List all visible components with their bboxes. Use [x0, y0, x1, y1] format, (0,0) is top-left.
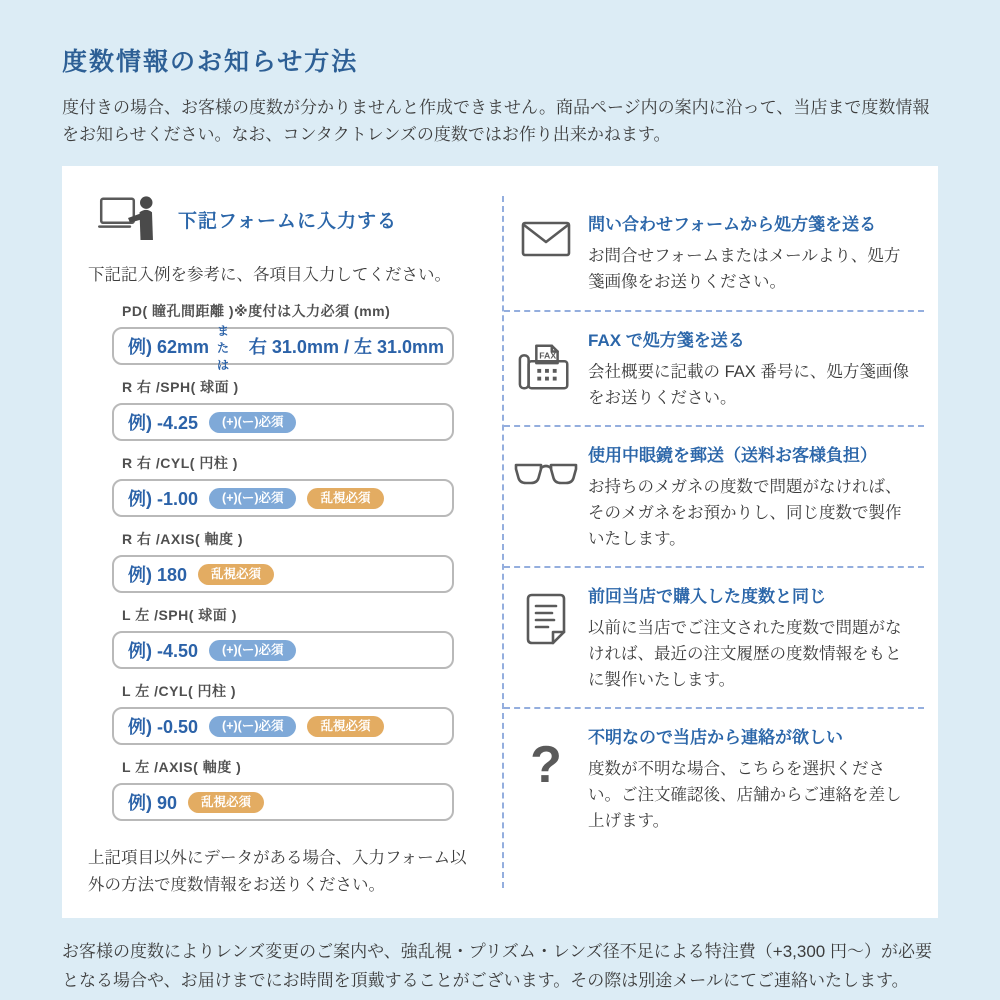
form-row-r-axis	[112, 529, 486, 593]
plus-minus-required-badge: (+)(ー)必須	[209, 412, 296, 433]
field-label: L 左 /AXIS( 軸度 )	[122, 759, 242, 776]
astigmatism-required-badge: 乱視必須	[307, 488, 383, 509]
fax-icon	[504, 324, 588, 411]
method-previous-order	[504, 566, 924, 707]
method-title: 問い合わせフォームから処方箋を送る	[588, 215, 877, 235]
document-icon	[504, 580, 588, 693]
astigmatism-required-badge: 乱視必須	[307, 716, 383, 737]
method-title: 使用中眼鏡を郵送（送料お客様負担）	[588, 445, 877, 465]
page-intro-text: 度付きの場合、お客様の度数が分かりませんと作成できません。商品ページ内の案内に沿って、当店まで度数情報をお知らせください。なお、コンタクトレンズの度数ではお作り出来かねます。	[62, 98, 930, 145]
envelope-icon	[504, 208, 588, 295]
method-fax	[504, 310, 924, 425]
plus-minus-required-badge: (+)(ー)必須	[209, 488, 296, 509]
form-row-l-axis	[112, 757, 486, 821]
or-text: または	[217, 323, 230, 372]
r-cyl-example-field	[112, 479, 454, 517]
method-content	[588, 208, 918, 295]
example-value: 例) 180	[128, 565, 188, 586]
field-label: R 右 /CYL( 円柱 )	[122, 455, 238, 472]
methods-card	[62, 166, 938, 918]
method-title: 不明なので当店から連絡が欲しい	[588, 728, 843, 747]
form-row-pd	[112, 301, 486, 372]
method-body: 以前に当店でご注文された度数で問題がなければ、最近の注文履歴の度数情報をもとに製作いたします。	[588, 618, 902, 689]
field-label: L 左 /SPH( 球面 )	[122, 607, 237, 624]
person-at-computer-icon	[98, 194, 160, 245]
method-content	[588, 580, 918, 693]
plus-minus-required-badge: (+)(ー)必須	[209, 640, 296, 661]
method-content	[588, 439, 918, 552]
footer-notice-text: お客様の度数によりレンズ変更のご案内や、強乱視・プリズム・レンズ径不足による特注費（+3,300 円～）が必要となる場合や、お届けまでにお時間を頂戴することがございます。その際は別途メールにてご連絡いたします。	[62, 942, 932, 991]
svg-text:FAX: FAX	[539, 349, 557, 360]
form-row-l-cyl	[112, 681, 486, 745]
l-cyl-example-field	[112, 707, 454, 745]
page-title: 度数情報のお知らせ方法	[62, 48, 359, 76]
l-axis-example-field	[112, 783, 454, 821]
method-body: お問合せフォームまたはメールより、処方箋画像をお送りください。	[588, 247, 901, 292]
field-label: PD( 瞳孔間距離 )※度付は入力必須 (mm)	[122, 303, 391, 320]
pd-example-field	[112, 323, 454, 372]
form-section-heading: 下記フォームに入力する	[178, 211, 398, 233]
method-contact-me	[504, 707, 924, 848]
example-value: 例) 90	[128, 793, 178, 814]
form-header	[98, 194, 486, 245]
example-value: 例) -4.25	[128, 413, 199, 434]
method-title: 前回当店で購入した度数と同じ	[588, 586, 826, 606]
method-content	[588, 324, 918, 411]
form-note-text: 上記項目以外にデータがある場合、入力フォーム以外の方法で度数情報をお送りください。	[88, 849, 467, 894]
glasses-icon	[504, 439, 588, 552]
method-content	[588, 721, 918, 834]
method-body: お持ちのメガネの度数で問題がなければ、そのメガネをお預かりし、同じ度数で製作いたします。	[588, 477, 902, 548]
astigmatism-required-badge: 乱視必須	[188, 792, 264, 813]
method-mail-glasses	[504, 425, 924, 566]
method-body: 度数が不明な場合、こちらを選択ください。ご注文確認後、店舗からご連絡を差し上げます。	[588, 760, 902, 831]
field-label: L 左 /CYL( 円柱 )	[122, 683, 237, 700]
example-value: 例) -0.50	[128, 717, 199, 738]
l-sph-example-field	[112, 631, 454, 669]
method-title: FAX で処方箋を送る	[588, 330, 745, 350]
plus-minus-required-badge: (+)(ー)必須	[209, 716, 296, 737]
form-row-l-sph	[112, 605, 486, 669]
form-row-r-sph	[112, 377, 486, 441]
example-value: 例) 62mm	[128, 337, 210, 358]
field-label: R 右 /SPH( 球面 )	[122, 379, 239, 396]
form-row-r-cyl	[112, 453, 486, 517]
r-axis-example-field	[112, 555, 454, 593]
method-contact-form	[504, 196, 924, 309]
field-label: R 右 /AXIS( 軸度 )	[122, 531, 244, 548]
alternative-methods-column	[502, 196, 934, 888]
form-rows	[112, 301, 486, 821]
form-column	[86, 190, 502, 898]
example-value-extra: 右 31.0mm / 左 31.0mm	[248, 337, 444, 358]
form-intro-text: 下記記入例を参考に、各項目入力してください。	[88, 266, 451, 285]
example-value: 例) -1.00	[128, 489, 199, 510]
r-sph-example-field	[112, 403, 454, 441]
example-value: 例) -4.50	[128, 641, 199, 662]
method-body: 会社概要に記載の FAX 番号に、処方箋画像をお送りください。	[588, 362, 909, 407]
astigmatism-required-badge: 乱視必須	[198, 564, 274, 585]
question-mark-icon: ?	[530, 736, 562, 794]
